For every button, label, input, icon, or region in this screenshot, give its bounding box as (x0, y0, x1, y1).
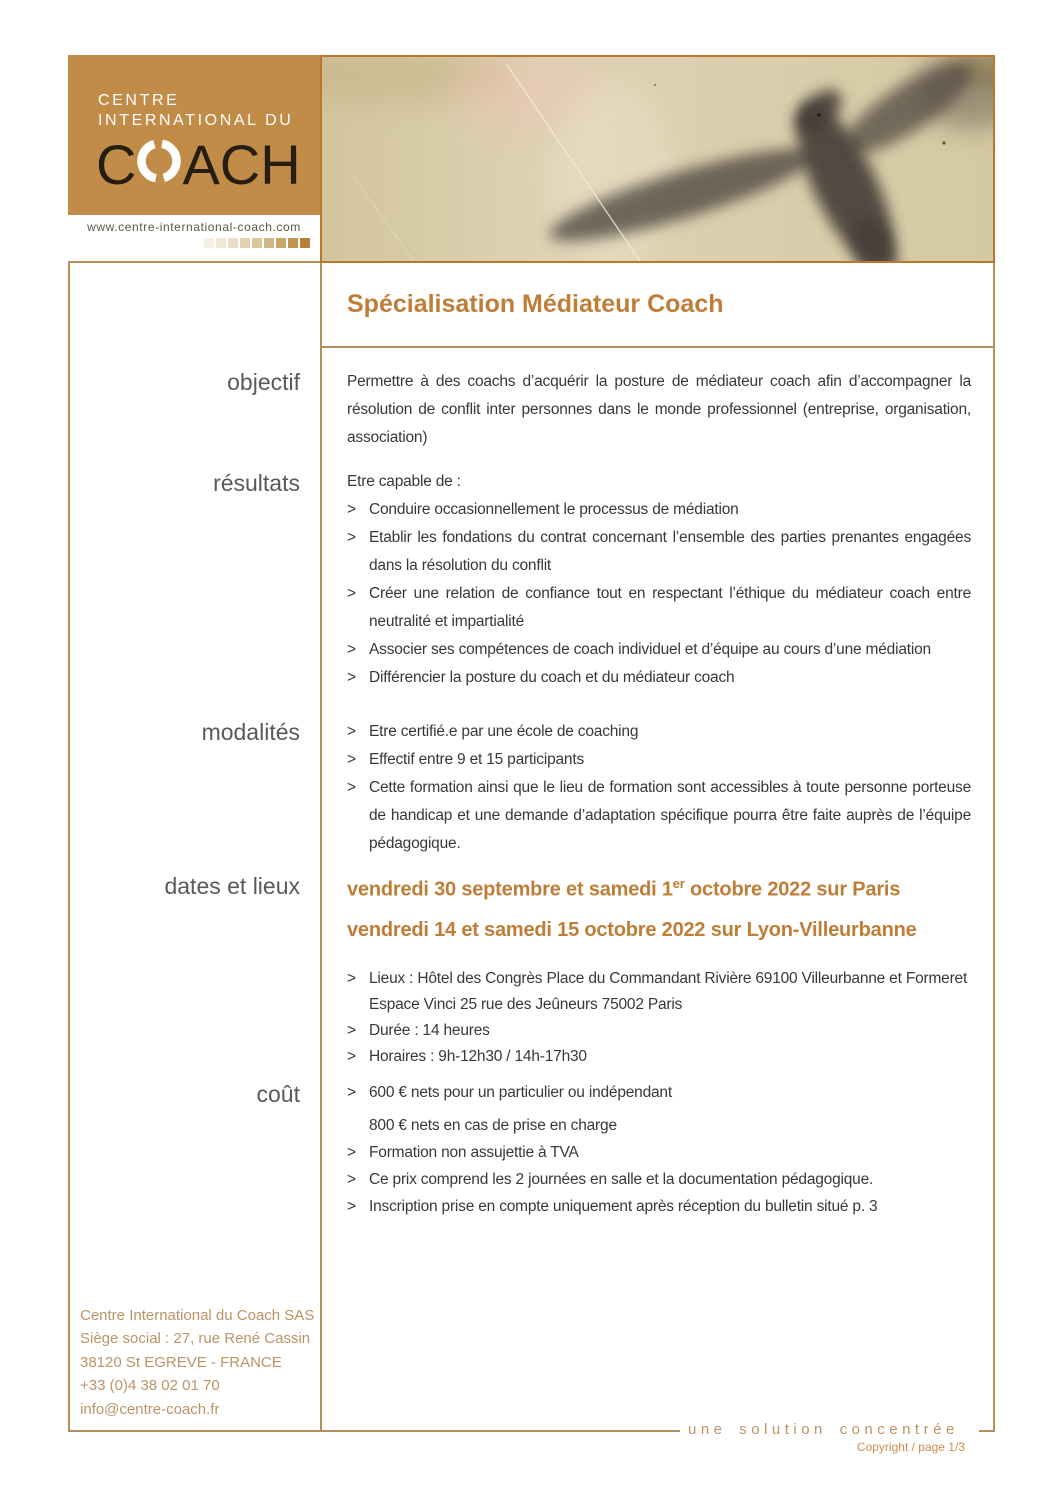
color-square (240, 238, 250, 248)
bullet-marker: > (347, 723, 356, 740)
content-area (320, 263, 995, 1431)
bullet-marker: > (347, 585, 356, 602)
bullet-item (347, 1139, 971, 1166)
resultats-item: Etablir les fondations du contrat concernant l’ensemble des parties prenantes engagées dans la résolution du conflit (369, 529, 971, 574)
bullet-marker: > (347, 969, 356, 987)
resultats-item: Associer ses compétences de coach individuel et d’équipe au cours d’une médiation (369, 641, 931, 658)
page-title: Spécialisation Médiateur Coach (347, 290, 724, 318)
bullet-item (347, 746, 971, 774)
section-label-modalites: modalités (201, 719, 300, 745)
header-photo (320, 55, 995, 263)
date-text: vendredi 30 septembre et samedi 1 (347, 878, 673, 901)
website-url: www.centre-international-coach.com (87, 220, 301, 234)
horaires-item: Horaires : 9h-12h30 / 14h-17h30 (369, 1047, 587, 1065)
bullet-marker: > (347, 1047, 356, 1065)
footer-rule (68, 1430, 680, 1432)
price-line: 800 € nets en cas de prise en charge (369, 1117, 617, 1134)
objectif-text: Permettre à des coachs d’acquérir la posture de médiateur coach afin d’accompagner la résolution de conflit inter personnes dans le monde professionnel (entreprise, organisation, association) (347, 373, 971, 446)
bullet-marker: > (347, 641, 356, 658)
cout-item: Formation non assujettie à TVA (369, 1144, 579, 1161)
bullet-item (347, 966, 971, 1018)
coach-ring-emblem-icon (137, 135, 181, 194)
section-label-resultats: résultats (213, 470, 300, 496)
price-line: 600 € nets pour un particulier ou indépendant (369, 1084, 672, 1101)
bullet-marker: > (347, 1021, 356, 1039)
logo-wordmark (96, 132, 320, 196)
lieux-item: Lieux : Hôtel des Congrès Place du Commandant Rivière 69100 Villeurbanne et Formeret Espace Vinci 25 rue des Jeûneurs 75002 Paris (369, 969, 968, 1013)
color-square (300, 238, 310, 248)
resultats-item: Conduire occasionnellement le processus de médiation (369, 501, 739, 518)
cout-item: Ce prix comprend les 2 journées en salle et la documentation pédagogique. (369, 1171, 874, 1188)
resultats-item: Créer une relation de confiance tout en respectant l’éthique du médiateur coach entre neutralité et impartialité (369, 585, 971, 630)
modalites-item: Etre certifié.e par une école de coaching (369, 723, 639, 740)
bullet-item (347, 774, 971, 858)
color-square (228, 238, 238, 248)
sidebar (68, 263, 320, 1431)
email-address: info@centre-coach.fr (80, 1400, 220, 1418)
logo-letter-c: C (96, 132, 137, 196)
address-line: Centre International du Coach SAS (80, 1306, 315, 1324)
bullet-marker: > (347, 1198, 356, 1215)
section-dates (347, 869, 971, 1070)
color-square (204, 238, 214, 248)
bullet-item (347, 1166, 971, 1193)
bullet-item (347, 1044, 971, 1070)
color-square (276, 238, 286, 248)
color-square (264, 238, 274, 248)
bullet-marker: > (347, 529, 356, 546)
logo-line2: INTERNATIONAL DU (98, 112, 294, 129)
phone-number: +33 (0)4 38 02 01 70 (80, 1377, 220, 1394)
section-cout (347, 1079, 971, 1220)
logo-background (68, 55, 320, 215)
bullet-marker: > (347, 501, 356, 518)
tagline: une solution concentrée (688, 1421, 959, 1438)
bullet-marker: > (347, 1084, 356, 1101)
footer-corner-bracket (979, 1430, 995, 1432)
bird-photo (322, 57, 993, 261)
duree-item: Durée : 14 heures (369, 1021, 490, 1039)
date-superscript: er (672, 876, 685, 891)
modalites-item: Cette formation ainsi que le lieu de formation sont accessibles à toute personne porteuse de handicap et une demande d’adaptation spécifique pourra être faite auprès de l’équipe pédagogique. (369, 779, 971, 852)
bullet-item (347, 1079, 971, 1139)
section-label-dates: dates et lieux (164, 873, 300, 899)
bullet-marker: > (347, 669, 356, 686)
copyright-page-number: Copyright / page 1/3 (856, 1440, 965, 1454)
logo-line1: CENTRE (98, 92, 180, 109)
section-label-cout: coût (256, 1081, 300, 1107)
resultats-intro: Etre capable de : (347, 473, 461, 490)
bullet-item (347, 636, 971, 664)
logo-letters-ach: ACH (182, 132, 301, 196)
color-square (288, 238, 298, 248)
bullet-marker: > (347, 1144, 356, 1161)
resultats-item: Différencier la posture du coach et du médiateur coach (369, 669, 735, 686)
title-box (322, 263, 993, 348)
section-resultats (347, 468, 971, 692)
bullet-item (347, 580, 971, 636)
date-heading-lyon: vendredi 14 et samedi 15 octobre 2022 sur Lyon-Villeurbanne (347, 918, 917, 941)
modalites-item: Effectif entre 9 et 15 participants (369, 751, 585, 768)
section-modalites (347, 718, 971, 858)
date-text: octobre 2022 sur Paris (684, 878, 901, 901)
bullet-item (347, 664, 971, 692)
address-line: 38120 St EGREVE - FRANCE (80, 1353, 282, 1371)
logo-strip (68, 215, 320, 261)
section-objectif (347, 368, 971, 452)
color-square (216, 238, 226, 248)
bullet-marker: > (347, 779, 356, 796)
bullet-item (347, 1018, 971, 1044)
color-square (252, 238, 262, 248)
bullet-item (347, 524, 971, 580)
brand-color-squares (68, 238, 320, 249)
bullet-item (347, 718, 971, 746)
address-line: Siège social : 27, rue René Cassin (80, 1330, 311, 1347)
section-label-objectif: objectif (227, 369, 300, 395)
company-address (80, 1304, 314, 1422)
cout-item: Inscription prise en compte uniquement après réception du bulletin situé p. 3 (369, 1198, 878, 1215)
bullet-item (347, 496, 971, 524)
date-heading-paris (347, 869, 971, 905)
bullet-marker: > (347, 751, 356, 768)
bullet-item (347, 1193, 971, 1220)
bullet-marker: > (347, 1171, 356, 1188)
logo (68, 55, 320, 263)
